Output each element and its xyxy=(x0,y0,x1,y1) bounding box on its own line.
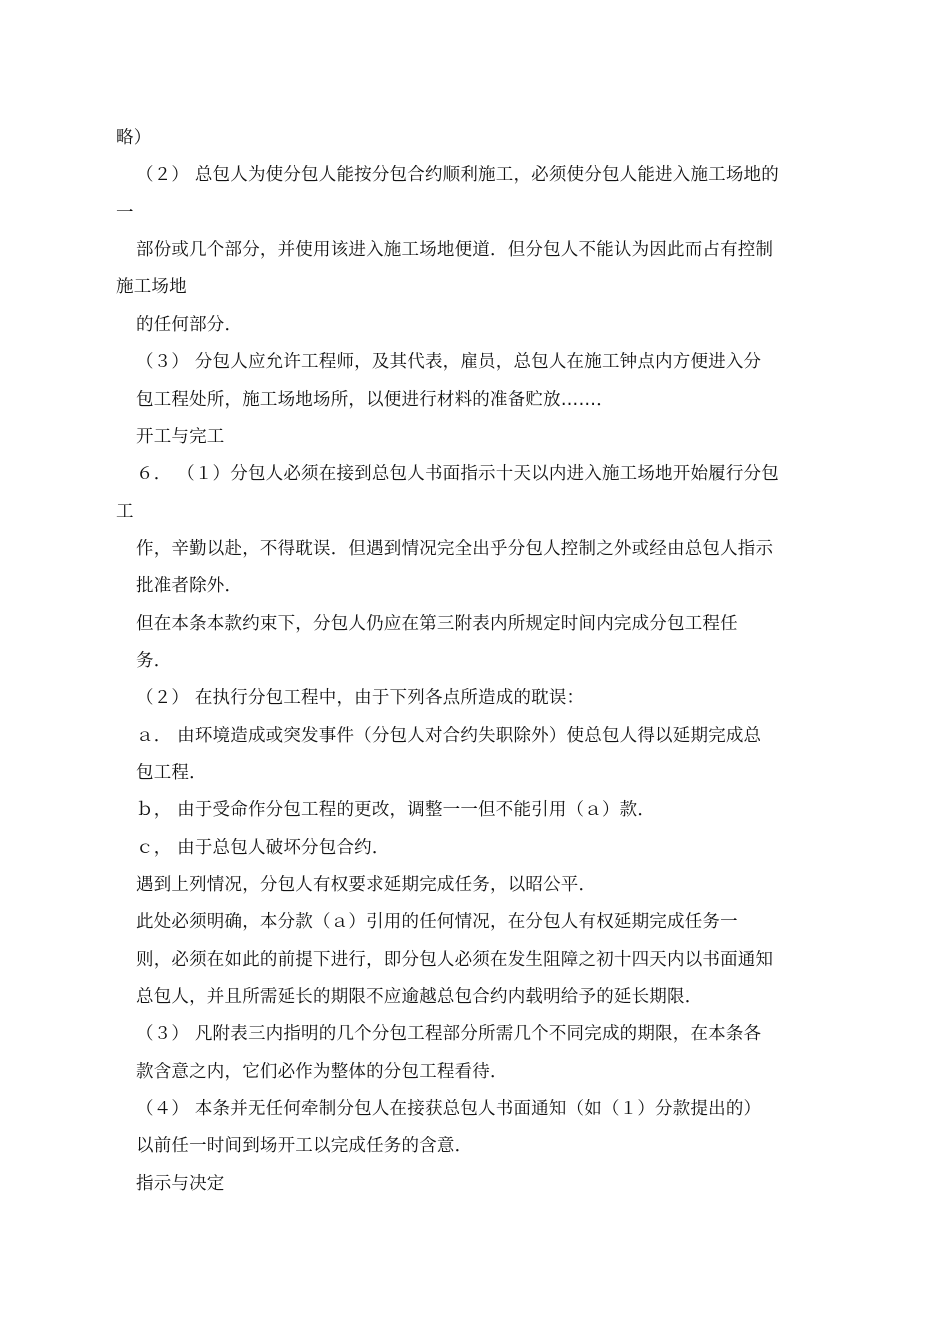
text-line: 包工程处所，施工场地场所，以便进行材料的准备贮放……． xyxy=(136,390,614,410)
text-line: ｂ， 由于受命作分包工程的更改，调整一一但不能引用（ａ）款． xyxy=(136,800,656,820)
text-line: 部份或几个部分，并使用该进入施工场地便道．但分包人不能认为因此而占有控制 xyxy=(136,240,774,260)
text-line: 工 xyxy=(116,502,134,522)
text-line: 遇到上列情况，分包人有权要求延期完成任务，以昭公平． xyxy=(136,875,597,895)
text-line: 此处必须明确，本分款（ａ）引用的任何情况，在分包人有权延期完成任务一 xyxy=(136,912,738,932)
text-line: 总包人，并且所需延长的期限不应逾越总包合约内载明给予的延长期限． xyxy=(136,987,703,1007)
text-line: （３） 凡附表三内指明的几个分包工程部分所需几个不同完成的期限，在本条各 xyxy=(136,1024,762,1044)
text-line: （４） 本条并无任何牵制分包人在接获总包人书面通知（如（１）分款提出的） xyxy=(136,1099,762,1119)
text-line: （３） 分包人应允许工程师，及其代表，雇员，总包人在施工钟点内方便进入分 xyxy=(136,352,762,372)
text-line: 施工场地 xyxy=(116,277,187,297)
text-line: 则，必须在如此的前提下进行，即分包人必须在发生阻障之初十四天内以书面通知 xyxy=(136,950,774,970)
text-line: 批准者除外． xyxy=(136,576,243,596)
text-line: 但在本条本款约束下，分包人仍应在第三附表内所规定时间内完成分包工程任 xyxy=(136,614,738,634)
text-line: 略） xyxy=(116,128,152,148)
text-line: （２） 在执行分包工程中，由于下列各点所造成的耽误： xyxy=(136,688,585,708)
text-line: 包工程． xyxy=(136,763,207,783)
text-line: 一 xyxy=(116,203,134,223)
section-heading: 指示与决定 xyxy=(136,1174,225,1194)
text-line: 作，辛勤以赴，不得耽误．但遇到情况完全出乎分包人控制之外或经由总包人指示 xyxy=(136,539,774,559)
text-line: ６． （１）分包人必须在接到总包人书面指示十天以内进入施工场地开始履行分包 xyxy=(136,464,779,484)
text-line: ｃ， 由于总包人破坏分包合约． xyxy=(136,838,390,858)
text-line: 的任何部分． xyxy=(136,315,243,335)
text-line: 以前任一时间到场开工以完成任务的含意． xyxy=(136,1136,473,1156)
section-heading: 开工与完工 xyxy=(136,427,225,447)
text-line: 款含意之内，它们必作为整体的分包工程看待． xyxy=(136,1062,508,1082)
text-line: ａ． 由环境造成或突发事件（分包人对合约失职除外）使总包人得以延期完成总 xyxy=(136,726,762,746)
text-line: 务． xyxy=(136,651,172,671)
text-line: （２） 总包人为使分包人能按分包合约顺利施工，必须使分包人能进入施工场地的 xyxy=(136,165,779,185)
